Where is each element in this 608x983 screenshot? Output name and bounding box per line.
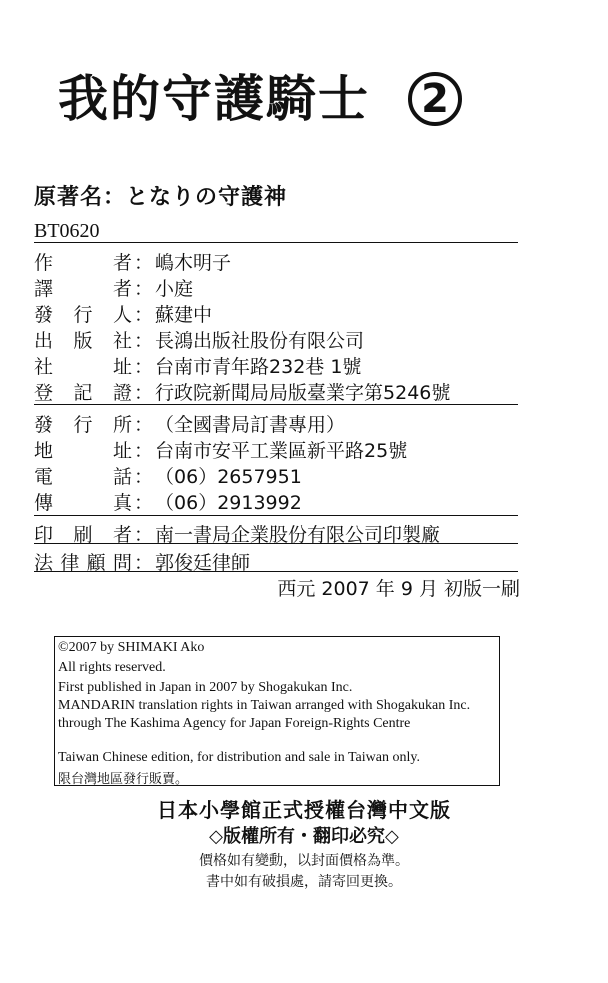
credit-label-char: 社: [34, 356, 54, 378]
credit-value: 郭俊廷律師: [155, 552, 251, 574]
credit-row: [34, 326, 364, 353]
credit-label-char: 社: [112, 330, 132, 352]
credit-label-char: 電: [34, 466, 54, 488]
credit-label: [34, 410, 132, 437]
credit-value: （06）2913992: [155, 492, 302, 514]
copyright-line: 限台灣地區發行販賣。: [58, 772, 189, 787]
volume-number-badge: [408, 72, 462, 126]
credit-label-char: 地: [34, 440, 54, 462]
credit-label-char: 者: [112, 278, 132, 300]
credit-value: （06）2657951: [155, 466, 302, 488]
credit-value: 長鴻出版社股份有限公司: [155, 330, 365, 352]
credit-label: [34, 248, 132, 275]
credit-colon: ：: [134, 304, 154, 326]
credit-label-char: 所: [112, 414, 132, 436]
credit-colon: ：: [134, 252, 154, 274]
credit-label-char: 法: [34, 552, 54, 574]
copyright-line: through The Kashima Agency for Japan Foreign-Rights Centre: [58, 716, 411, 731]
credit-label-char: 作: [34, 252, 54, 274]
divider-3: [34, 515, 518, 516]
authorization-notice: 日本小學館正式授權台灣中文版: [157, 798, 451, 822]
credit-label-char: 問: [112, 552, 132, 574]
credit-label-char: 址: [112, 440, 132, 462]
credit-value: 南一書局企業股份有限公司印製廠: [155, 524, 441, 546]
book-title: 我的守護騎士: [58, 70, 370, 128]
price-note: 價格如有變動，以封面價格為準。: [199, 853, 409, 869]
credit-label-char: 印: [34, 524, 54, 546]
credit-label: [34, 352, 132, 379]
credit-value: 台南市安平工業區新平路25號: [155, 440, 408, 462]
divider-4: [34, 543, 518, 544]
divider-1: [34, 242, 518, 243]
credit-value: 台南市青年路232巷 1號: [155, 356, 362, 378]
original-title-label: 原著名：: [34, 185, 127, 210]
credit-label-char: 者: [112, 524, 132, 546]
rights-notice: ◇版權所有・翻印必究◇: [209, 826, 399, 847]
credit-row: [34, 462, 302, 489]
original-title-value: となりの守護神: [126, 185, 288, 210]
title-row: [58, 72, 462, 126]
print-date: 西元 2007 年 9 月 初版一刷: [277, 578, 520, 600]
credit-label-char: 真: [112, 492, 132, 514]
credit-row: [34, 248, 231, 275]
credit-label-char: 址: [112, 356, 132, 378]
divider-2: [34, 404, 518, 405]
credit-label-char: 話: [112, 466, 132, 488]
credit-label-char: 發: [34, 304, 54, 326]
credit-label-char: 譯: [34, 278, 54, 300]
original-title-line: [34, 180, 287, 211]
credit-label-char: 登: [34, 382, 54, 404]
credit-label-char: 行: [73, 304, 93, 326]
credit-row: [34, 436, 407, 463]
credit-label: [34, 326, 132, 353]
credit-value: 嶋木明子: [155, 252, 232, 274]
credit-label-char: 傳: [34, 492, 54, 514]
credit-colon: ：: [134, 440, 154, 462]
copyright-line: Taiwan Chinese edition, for distribution and sale in Taiwan only.: [58, 750, 420, 765]
credit-row: [34, 300, 212, 327]
credit-label-char: 出: [34, 330, 54, 352]
copyright-line: MANDARIN translation rights in Taiwan arranged with Shogakukan Inc.: [58, 698, 471, 713]
credit-label-char: 律: [60, 552, 80, 574]
divider-5: [34, 571, 518, 572]
credit-label: [34, 300, 132, 327]
volume-number: 2: [421, 76, 449, 122]
credit-value: （全國書局訂書專用）: [155, 414, 346, 436]
credit-colon: ：: [134, 356, 154, 378]
credit-label-char: 證: [112, 382, 132, 404]
credit-label: [34, 274, 132, 301]
credit-row: [34, 274, 193, 301]
credit-colon: ：: [134, 278, 154, 300]
credit-row: [34, 352, 361, 379]
copyright-line: First published in Japan in 2007 by Shogakukan Inc.: [58, 680, 353, 695]
credit-value: 小庭: [155, 278, 194, 300]
credit-label: [34, 462, 132, 489]
credit-row: [34, 488, 302, 515]
credit-colon: ：: [134, 524, 154, 546]
credit-colon: ：: [134, 466, 154, 488]
credit-colon: ：: [134, 382, 154, 404]
credit-colon: ：: [134, 330, 154, 352]
credit-label-char: 記: [73, 382, 93, 404]
credit-label-char: 版: [73, 330, 93, 352]
book-code: BT0620: [34, 220, 100, 242]
credit-label: [34, 488, 132, 515]
credit-value: 蘇建中: [155, 304, 213, 326]
credit-label-char: 者: [112, 252, 132, 274]
credit-label-char: 刷: [73, 524, 93, 546]
credit-colon: ：: [134, 414, 154, 436]
credit-label: [34, 436, 132, 463]
copyright-line: All rights reserved.: [58, 660, 166, 675]
credit-colon: ：: [134, 552, 154, 574]
credit-label-char: 人: [112, 304, 132, 326]
credit-label-char: 發: [34, 414, 54, 436]
credit-label: [34, 378, 132, 405]
credit-label-char: 行: [73, 414, 93, 436]
credit-label-char: 顧: [86, 552, 106, 574]
copyright-line: ©2007 by SHIMAKI Ako: [58, 640, 205, 655]
damage-note: 書中如有破損處，請寄回更換。: [206, 874, 402, 890]
credit-colon: ：: [134, 492, 154, 514]
credit-value: 行政院新聞局局版臺業字第5246號: [155, 382, 451, 404]
credit-row: [34, 378, 450, 405]
credit-row: [34, 410, 345, 437]
